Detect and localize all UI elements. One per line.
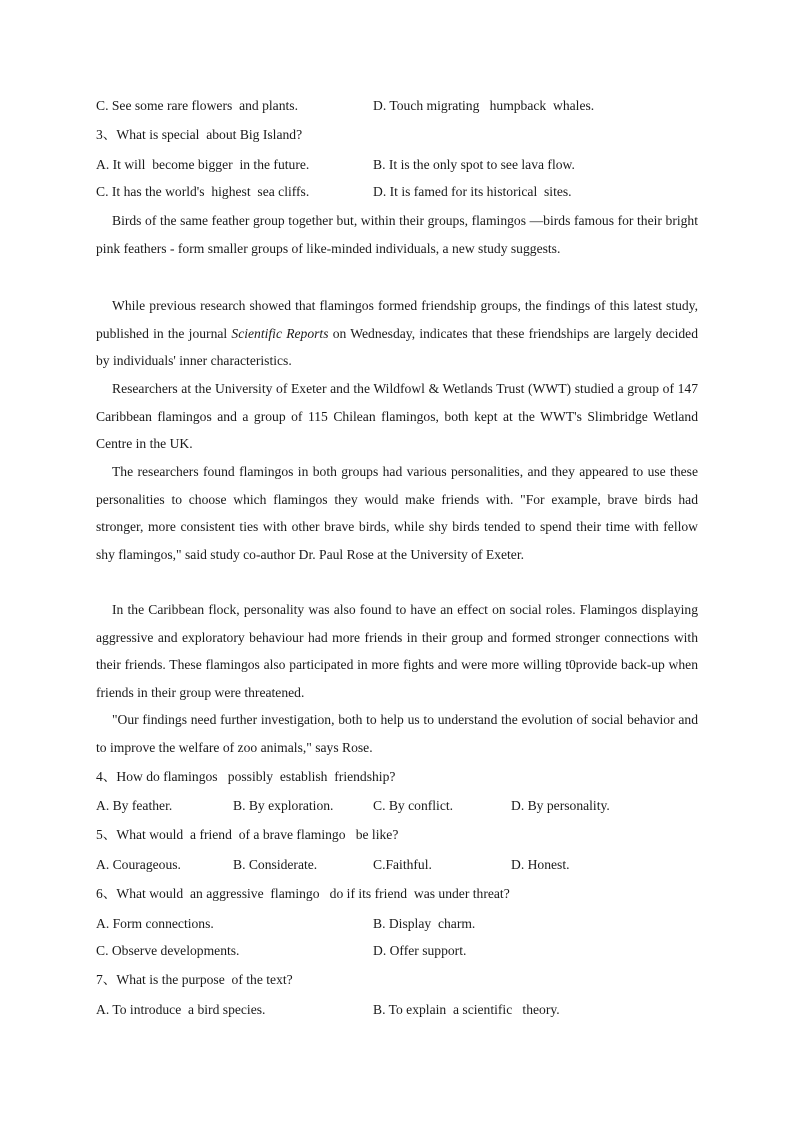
passage-paragraph-2-text-b: on Wednesday, indicates that these friendships are largely decided by individuals' inner characteristics.	[96, 325, 698, 369]
q4-stem: 4、How do flamingos possibly establish friendship?	[96, 769, 396, 784]
q5-option-c: C.Faithful.	[373, 857, 432, 872]
passage-paragraph-4	[96, 458, 698, 568]
q4-option-b: B. By exploration.	[233, 798, 334, 813]
q5-option-d: D. Honest.	[511, 857, 570, 872]
q2-option-d: D. Touch migrating humpback whales.	[373, 98, 595, 113]
q4-option-a: A. By feather.	[96, 798, 173, 813]
q4-option-d: D. By personality.	[511, 798, 610, 813]
q3-option-d: D. It is famed for its historical sites.	[373, 184, 572, 199]
q4-option-c: C. By conflict.	[373, 798, 454, 813]
passage-paragraph-6-text: "Our findings need further investigation, both to help us to understand the evolution of social behavior and to improve the welfare of zoo animals," says Rose.	[96, 712, 698, 755]
q7-option-b: B. To explain a scientific theory.	[373, 1002, 560, 1017]
passage-paragraph-5-text: In the Caribbean flock, personality was also found to have an effect on social roles. Flamingos displaying aggressive and exploratory behaviour had more friends in their group and formed stronger connections with their friends. These flamingos also participated in more fights and were more willing t0provide back-up when friends in their group were threatened.	[96, 602, 698, 700]
q3-option-c: C. It has the world's highest sea cliffs.	[96, 184, 310, 199]
passage-paragraph-4-text: The researchers found flamingos in both groups had various personalities, and they appeared to use these personalities to choose which flamingos they would make friends with. "For example, brave birds had stronger, more consistent ties with other brave birds, while shy birds tended to spend their time with fellow shy flamingos," said study co-author Dr. Paul Rose at the University of Exeter.	[96, 464, 698, 562]
passage-paragraph-3-text: Researchers at the University of Exeter and the Wildfowl & Wetlands Trust (WWT) studied a group of 147 Caribbean flamingos and a group of 115 Chilean flamingos, both kept at the WWT's Slimbridge Wetland Centre in the UK.	[96, 381, 698, 452]
q6-option-b: B. Display charm.	[373, 916, 476, 931]
q6-option-d: D. Offer support.	[373, 943, 467, 958]
passage-paragraph-3	[96, 375, 698, 458]
q6-option-c: C. Observe developments.	[96, 943, 240, 958]
passage-paragraph-1-text: Birds of the same feather group together but, within their groups, flamingos —birds famous for their bright pink feathers - form smaller groups of like-minded individuals, a new study suggests.	[96, 213, 698, 256]
passage-paragraph-2	[96, 292, 698, 375]
q5-stem: 5、What would a friend of a brave flamingo be like?	[96, 827, 399, 842]
passage-paragraph-6	[96, 706, 698, 761]
q5-option-a: A. Courageous.	[96, 857, 181, 872]
q3-option-a: A. It will become bigger in the future.	[96, 157, 310, 172]
q3-option-b: B. It is the only spot to see lava flow.	[373, 157, 575, 172]
passage-paragraph-2-text-a: While previous research showed that flamingos formed friendship groups, the findings of this latest study, published in the journal	[96, 298, 698, 341]
q3-stem: 3、What is special about Big Island?	[96, 127, 303, 142]
q7-option-a: A. To introduce a bird species.	[96, 1002, 266, 1017]
q2-option-c: C. See some rare flowers and plants.	[96, 98, 298, 113]
q6-option-a: A. Form connections.	[96, 916, 214, 931]
passage-paragraph-1	[96, 207, 698, 262]
q6-stem: 6、What would an aggressive flamingo do if its friend was under threat?	[96, 886, 510, 901]
q5-option-b: B. Considerate.	[233, 857, 318, 872]
q7-stem: 7、What is the purpose of the text?	[96, 972, 293, 987]
passage-paragraph-5	[96, 596, 698, 706]
journal-name: Scientific Reports	[231, 325, 329, 341]
